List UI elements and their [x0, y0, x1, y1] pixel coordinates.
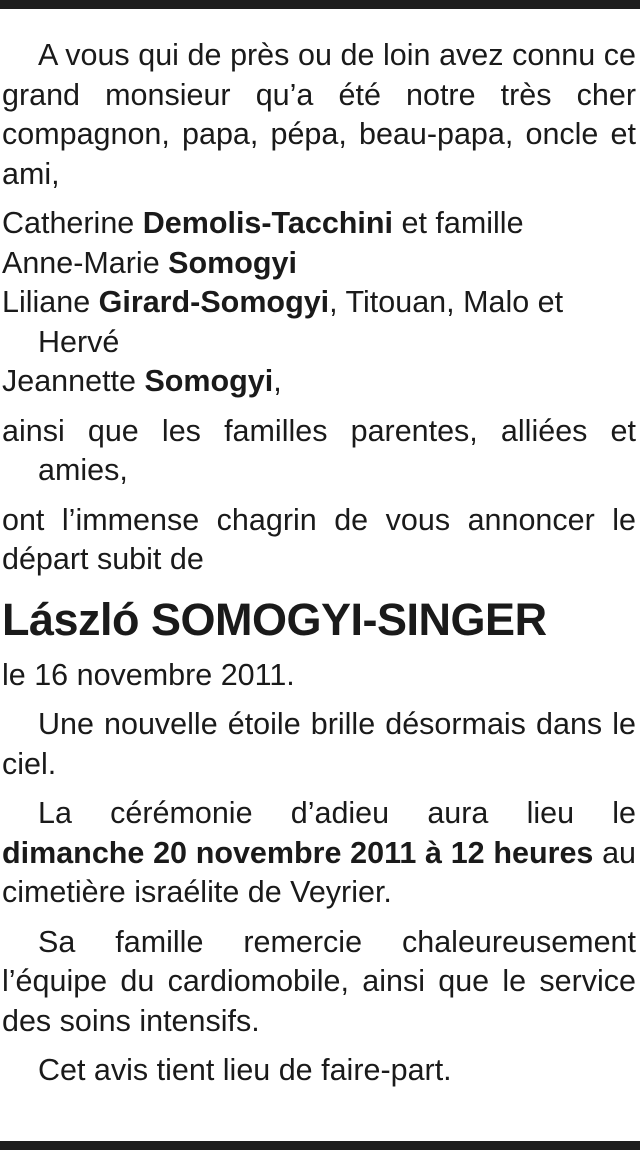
- intro-paragraph: A vous qui de près ou de loin avez connu ce grand monsieur qu’a été notre très cher compagnon, papa, pépa, beau-papa, oncle et ami,: [2, 38, 636, 191]
- bottom-border-rule: [0, 1141, 640, 1150]
- date-line: le 16 novembre 2011.: [2, 657, 295, 692]
- surname: Somogyi: [144, 364, 274, 398]
- extra-text: , Titouan, Malo et Hervé: [38, 285, 564, 359]
- first-name: Anne-Marie: [2, 245, 169, 280]
- ceremony-intro: La cérémonie d’adieu aura lieu le: [38, 796, 636, 830]
- top-border-rule: [0, 0, 640, 9]
- surname: Demolis-Tacchini: [142, 206, 394, 240]
- ceremony-paragraph: [2, 794, 636, 913]
- deceased-name: László SOMOGYI-SINGER: [2, 593, 547, 645]
- ceremony-place: au cimetière israélite de Veyrier.: [2, 835, 637, 909]
- closing-line: Cet avis tient lieu de faire-part.: [38, 1053, 452, 1087]
- obituary-notice: [2, 36, 636, 1101]
- ceremony-date: dimanche 20 novembre 2011 à 12 heures: [2, 835, 594, 870]
- first-name: Jeannette: [2, 364, 145, 398]
- family-member-line: [2, 362, 636, 402]
- family-member-line: [2, 283, 636, 362]
- relatives-paragraph: ainsi que les familles parentes, alliées et amies,: [2, 413, 636, 487]
- family-list: [2, 204, 636, 402]
- first-name: Liliane: [2, 285, 99, 319]
- extra-text: ,: [273, 364, 282, 398]
- extra-text: et famille: [393, 206, 524, 240]
- family-member-line: [2, 244, 636, 284]
- announce-paragraph: ont l’immense chagrin de vous annoncer le départ subit de: [2, 502, 636, 576]
- surname: Somogyi: [168, 245, 297, 280]
- surname: Girard-Somogyi: [98, 285, 330, 319]
- thanks-paragraph: Sa famille remercie chaleureusement l’équipe du cardiomobile, ainsi que le service des soins intensifs.: [2, 924, 636, 1038]
- family-member-line: [2, 204, 636, 244]
- star-paragraph: Une nouvelle étoile brille désormais dans le ciel.: [2, 707, 636, 781]
- first-name: Catherine: [2, 206, 143, 240]
